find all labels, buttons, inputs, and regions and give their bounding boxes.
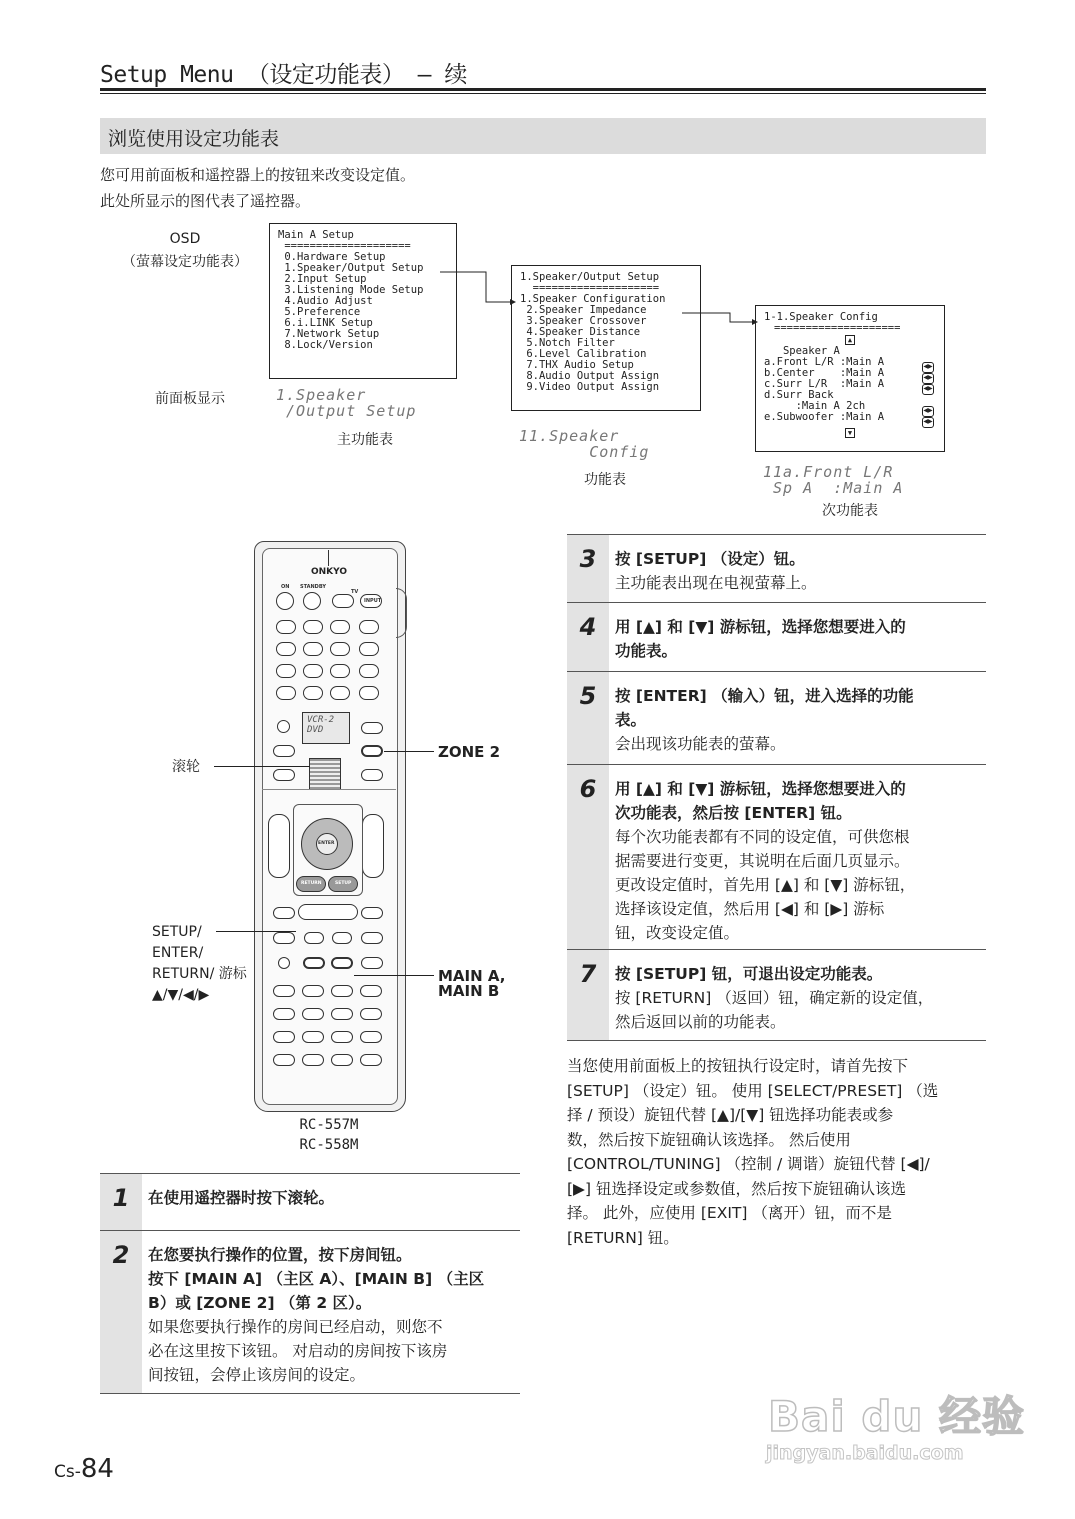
main-callout-label-1: MAIN A, [438, 967, 506, 985]
step-text: 选择该设定值，然后用 [◀] 和 [▶] 游标 [615, 900, 885, 918]
step-number: 5 [567, 672, 609, 764]
step-text: 必在这里按下该钮。 对启动的房间按下该房 [148, 1342, 448, 1360]
main-menu-label: 主功能表 [337, 432, 393, 448]
enter-button[interactable]: ENTER [316, 833, 338, 855]
page-number: Cs-84 [54, 1454, 114, 1484]
stereo-button[interactable] [360, 985, 382, 997]
on-label: ON [281, 584, 290, 590]
remote-side-grip [396, 588, 407, 638]
key-0[interactable] [303, 686, 323, 700]
step-text-bold: 在使用遥控器时按下滚轮。 [148, 1189, 335, 1207]
dsp-prev-button[interactable] [331, 1008, 353, 1020]
key-1[interactable] [276, 620, 296, 634]
step-text: 间按钮，会停止该房间的设定。 [148, 1366, 366, 1384]
submenu-box-body: Speaker A a.Front L/R :Main A b.Center :Main A c.Surr L/R :Main A d.Surr Back :Main A 2ch e.Subwoofer :Main A [764, 345, 885, 423]
step-text: 按 [RETURN] （返回）钮，确定新的设定值， [615, 989, 934, 1007]
prev-track-button[interactable] [273, 907, 295, 919]
key-2[interactable] [303, 620, 323, 634]
re-eq-button[interactable] [360, 1054, 382, 1066]
osd-sublabel: （萤幕设定功能表） [122, 254, 248, 270]
setup-button[interactable]: SETUP [328, 876, 358, 892]
remote-model-1: RC-557M [299, 1117, 359, 1133]
scroll-wheel[interactable] [309, 758, 341, 790]
diagram-connector-arrows [430, 260, 770, 330]
header-rule-thin [100, 93, 986, 94]
late-night-button[interactable] [331, 1054, 353, 1066]
tv-ch-up-button[interactable] [359, 620, 379, 634]
wheel-callout-label: 滚轮 [172, 759, 200, 775]
page-header-title: Setup Menu （设定功能表） – 续 [100, 62, 467, 88]
step-text-bold: 次功能表，然后按 [ENTER] 钮。 [615, 804, 852, 822]
key-5[interactable] [303, 642, 323, 656]
note-line: [RETURN] 钮。 [567, 1228, 679, 1247]
zone2-callout-label: ZONE 2 [438, 743, 501, 761]
direct-button[interactable] [302, 1008, 324, 1020]
return-button[interactable]: RETURN [296, 876, 326, 892]
caps-button[interactable] [273, 1054, 295, 1066]
clear-button[interactable] [330, 686, 350, 700]
submenu-box-title: 1-1.Speaker Config [764, 311, 878, 323]
lcd-menu: 11.Speaker Config [519, 427, 650, 461]
tv-label: TV [351, 589, 359, 595]
ch-sel-button[interactable] [302, 1031, 324, 1043]
step-number: 7 [567, 950, 609, 1040]
step-text-bold: 按 [ENTER] （输入）钮，进入选择的功能 [615, 687, 914, 705]
section-title: 浏览使用设定功能表 [108, 128, 280, 150]
front-panel-label: 前面板显示 [155, 391, 225, 407]
random-button[interactable] [361, 957, 383, 969]
note-line: [CONTROL/TUNING] （控制 / 调谐）旋钮代替 [◀]/ [567, 1155, 930, 1173]
setup-callout-label: SETUP/ ENTER/ RETURN/ 游标 ▲/▼/◀/▶ [152, 924, 247, 1003]
zone2-button[interactable] [361, 745, 383, 757]
tv-ch-down-button[interactable] [359, 642, 379, 656]
step-text: 更改设定值时，首先用 [▲] 和 [▼] 游标钮， [615, 876, 916, 894]
tv-power-button[interactable] [332, 594, 354, 608]
lcd-submenu: 11a.Front L/R Sp A :Main A [763, 463, 904, 497]
mode-button[interactable] [273, 769, 295, 781]
thx-button[interactable] [302, 985, 324, 997]
note-line: 数，然后按下旋钮确认该选择。 然后使用 [567, 1130, 851, 1149]
step-row [567, 534, 986, 602]
tv-vol-up-button[interactable] [359, 664, 379, 678]
note-line: [SETUP] （设定）钮。 使用 [SELECT/PRESET] （选 [567, 1081, 939, 1100]
down-arrow-icon: ▼ [764, 427, 936, 439]
stop-button[interactable] [332, 932, 352, 944]
key-4[interactable] [276, 642, 296, 656]
note-line: 择。 此外，应使用 [EXIT] （离开）钮，而不是 [567, 1204, 892, 1222]
step-row [567, 764, 986, 949]
remote-brand-logo: ONKYO [310, 567, 347, 577]
key-plus10[interactable] [276, 686, 296, 700]
step-text-bold: 用 [▲] 和 [▼] 游标钮，选择您想要进入的 [615, 780, 906, 798]
step-text: 钮，改变设定值。 [615, 924, 740, 942]
zone3-button[interactable] [361, 722, 383, 734]
step-number: 6 [567, 765, 609, 949]
step-number: 4 [567, 603, 609, 671]
front-panel-note [567, 1054, 938, 1250]
step-number: 2 [100, 1231, 142, 1393]
submenu-box-rule: ==================== [774, 322, 901, 334]
step-text: 据需要进行变更，其说明在后面几页显示。 [615, 852, 910, 870]
all-st-button[interactable] [331, 985, 353, 997]
audio-sel-button[interactable] [302, 1054, 324, 1066]
main-callout-label-2: MAIN B [438, 982, 500, 1000]
on-button[interactable] [276, 592, 294, 610]
step-text: 会出现该功能表的萤幕。 [615, 735, 786, 753]
header-rule [100, 88, 986, 91]
up-arrow-icon: ▲ [764, 334, 936, 346]
step-text-bold: 表。 [615, 711, 647, 729]
step-text-bold: 按下 [MAIN A] （主区 A）、[MAIN B] （主区 [148, 1270, 485, 1288]
menu-label: 功能表 [584, 472, 626, 488]
pause-button[interactable] [304, 932, 324, 944]
remote-model-2: RC-558M [299, 1137, 359, 1153]
intro-line-2: 此处所显示的图代表了遥控器。 [100, 192, 311, 210]
submenu-label: 次功能表 [822, 503, 878, 519]
power-icon[interactable] [303, 592, 321, 610]
note-line: 择 / 预设）旋钮代替 [▲]/[▼] 钮选择功能表或参 [567, 1106, 894, 1124]
osd-label: OSD [169, 231, 201, 247]
main-b-button[interactable] [331, 957, 353, 969]
rec-button[interactable] [278, 957, 290, 969]
play-button[interactable] [298, 904, 358, 920]
fast-forward-button[interactable] [361, 932, 383, 944]
main-a-button[interactable] [303, 957, 325, 969]
testing-button[interactable] [273, 1031, 295, 1043]
custom-button[interactable] [277, 720, 290, 733]
watermark-brand: Bai du 经验 [768, 1392, 1025, 1441]
dsp-next-button[interactable] [360, 1008, 382, 1020]
vol-rocker[interactable] [362, 814, 384, 878]
step-text: 然后返回以前的功能表。 [615, 1013, 786, 1031]
input-button[interactable] [361, 769, 383, 781]
key-9[interactable] [330, 664, 350, 678]
tv-input-button[interactable]: INPUT [360, 594, 382, 608]
step-text: 主功能表出现在电视萤幕上。 [615, 574, 817, 592]
remote-lcd: VCR-2 DVD [302, 712, 350, 744]
step-row [567, 949, 986, 1041]
step-text-bold: 功能表。 [615, 642, 678, 660]
surr-button[interactable] [273, 985, 295, 997]
next-track-button[interactable] [361, 907, 383, 919]
tv-vol-down-button[interactable] [359, 686, 379, 700]
step-text-bold: B）或 [ZONE 2] （第 2 区）。 [148, 1294, 372, 1312]
key-6[interactable] [330, 642, 350, 656]
pure-a-button[interactable] [273, 1008, 295, 1020]
ch-rocker[interactable] [268, 814, 290, 878]
step-row [567, 671, 986, 764]
step-row [567, 602, 986, 671]
level-down-button[interactable] [331, 1031, 353, 1043]
note-line: [▶] 钮选择设定或参数值，然后按下旋钮确认该选 [567, 1179, 906, 1198]
step-text: 每个次功能表都有不同的设定值，可供您根 [615, 828, 910, 846]
intro-line-1: 您可用前面板和遥控器上的按钮来改变设定值。 [100, 166, 416, 184]
lcd-main-menu: 1.Speaker /Output Setup [276, 386, 417, 420]
step-row [100, 1173, 520, 1230]
standby-label: STANDBY [300, 584, 326, 590]
step-row [100, 1230, 520, 1394]
watermark-url: jingyan.baidu.com [766, 1442, 964, 1464]
step-text-bold: 按 [SETUP] （设定）钮。 [615, 550, 805, 568]
step-text-bold: 用 [▲] 和 [▼] 游标钮，选择您想要进入的 [615, 618, 906, 636]
step-text-bold: 按 [SETUP] 钮，可退出设定功能表。 [615, 965, 883, 983]
main-menu-osd-box: Main A Setup ==================== 0.Hardware Setup 1.Speaker/Output Setup 2.Input Setup 3.Listening Mode Setup 4.Audio Adjust 5.Preference 6.i.LINK Setup 7.Network Setup 8.Lock/Version [269, 223, 457, 379]
key-7[interactable] [276, 664, 296, 678]
macro-button[interactable] [273, 745, 295, 757]
submenu-osd-box [755, 305, 945, 452]
rewind-button[interactable] [273, 932, 295, 944]
step-text: 如果您要执行操作的房间已经启动，则您不 [148, 1318, 443, 1336]
step-number: 1 [100, 1174, 142, 1230]
note-line: 当您使用前面板上的按钮执行设定时，请首先按下 [567, 1057, 909, 1075]
key-8[interactable] [303, 664, 323, 678]
key-3[interactable] [330, 620, 350, 634]
level-up-button[interactable] [360, 1031, 382, 1043]
menu-osd-box: 1.Speaker/Output Setup ==================== 1.Speaker Configuration 2.Speaker Impedance 3.Speaker Crossover 4.Speaker Distance 5.Notch Filter 6.Level Calibration 7.THX Audio Setup 8.Audio Output Assign 9.Video Output Assign [511, 265, 701, 411]
step-text-bold: 在您要执行操作的位置，按下房间钮。 [148, 1246, 412, 1264]
section-title-bar [100, 118, 986, 154]
step-number: 3 [567, 535, 609, 602]
